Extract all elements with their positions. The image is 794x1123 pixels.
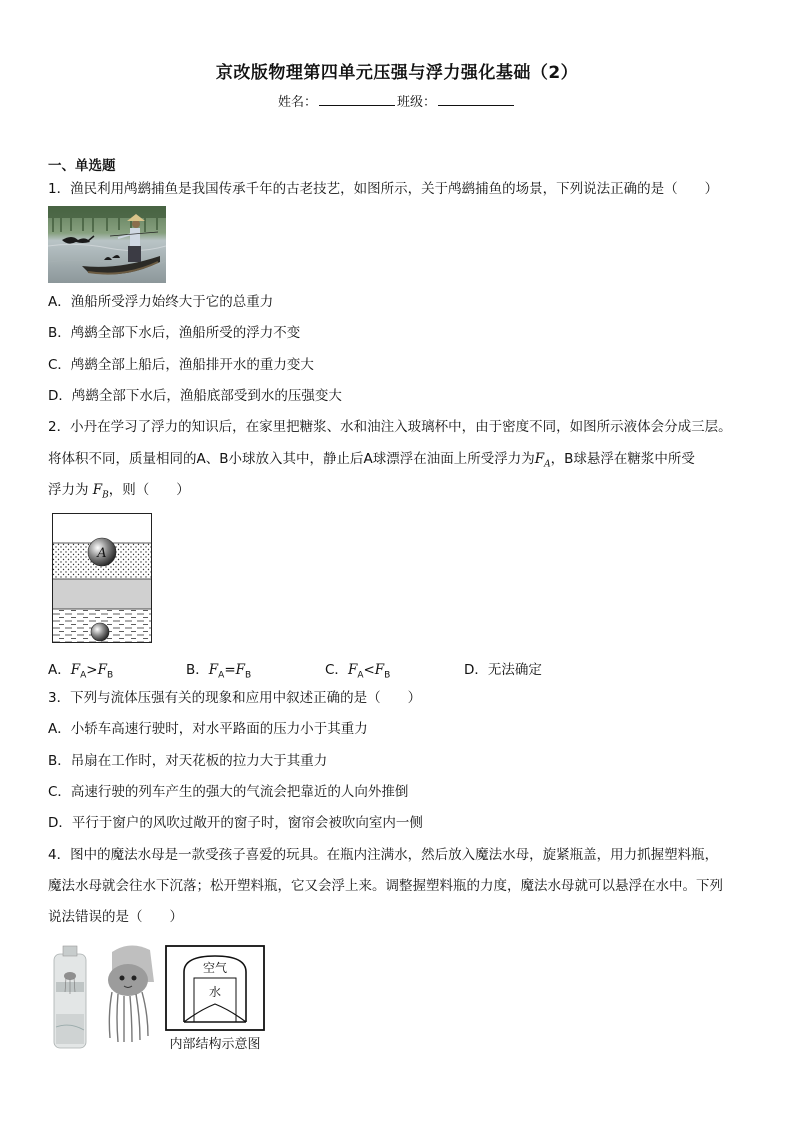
name-label: 姓名：	[277, 95, 317, 110]
q4-stem-line2: 魔法水母就会往水下沉落；松开塑料瓶，它又会浮上来。调整握塑料瓶的力度，魔法水母就可以悬浮在水中。下列	[48, 878, 723, 894]
q1-option-a[interactable]: A．渔船所受浮力始终大于它的总重力	[48, 294, 274, 310]
q2-stem-part-c: 浮力为	[48, 482, 89, 498]
q2-stem-line3	[48, 481, 190, 505]
section-heading: 一、单选题	[48, 158, 116, 174]
cormorant-fishing-photo	[48, 206, 166, 283]
student-info-line	[0, 91, 794, 110]
q2-stem-part-b: B球悬浮在糖浆中所受	[564, 451, 695, 467]
q4-stem-line1: 4．图中的魔法水母是一款受孩子喜爱的玩具。在瓶内注满水，然后放入魔法水母，旋紧瓶盖，用力抓握塑料瓶，	[48, 847, 719, 863]
q2-stem-part-a: 将体积不同，质量相同的A、B小球放入其中，静止后A球漂浮在油面上所受浮力为	[48, 451, 535, 467]
q1-option-d[interactable]: D．鸬鹚全部下水后，渔船底部受到水的压强变大	[48, 388, 342, 404]
q3-option-d[interactable]: D．平行于窗户的风吹过敞开的窗子时，窗帘会被吹向室内一侧	[48, 815, 423, 831]
q2-stem-line2	[48, 450, 695, 474]
class-label: 班级：	[397, 95, 437, 110]
water-label: 水	[208, 985, 222, 999]
three-layer-liquid-diagram	[52, 513, 152, 643]
q2-comma: ，	[550, 451, 565, 467]
q2-symbol-fb: $F_B$	[92, 482, 109, 501]
magic-jellyfish-figure	[50, 942, 275, 1054]
name-blank[interactable]	[319, 94, 395, 106]
q2-option-d[interactable]: D．无法确定	[464, 662, 542, 678]
q2-options	[48, 658, 748, 681]
air-label: 空气	[202, 961, 228, 975]
page-title: 京改版物理第四单元压强与浮力强化基础（2）	[215, 63, 579, 83]
diagram-caption: 内部结构示意图	[169, 1037, 261, 1052]
q2-option-c[interactable]: C．$F_A<F_B$	[325, 662, 391, 681]
ball-a-label: A	[97, 546, 107, 561]
bottle-photo	[54, 946, 86, 1048]
q1-option-c[interactable]: C．鸬鹚全部上船后，渔船排开水的重力变大	[48, 357, 314, 373]
q2-option-a[interactable]: A．$F_A>F_B$	[48, 662, 114, 681]
q1-stem: 1．渔民利用鸬鹚捕鱼是我国传承千年的古老技艺，如图所示，关于鸬鹚捕鱼的场景，下列说法正确的是（ ）	[48, 181, 719, 197]
q2-option-b[interactable]: B．$F_A=F_B$	[186, 662, 252, 681]
q3-option-a[interactable]: A．小轿车高速行驶时，对水平路面的压力小于其重力	[48, 721, 368, 737]
q2-symbol-fa: $F_A$	[534, 451, 551, 470]
q2-stem-part-d: ，则（ ）	[108, 482, 190, 498]
jellyfish-toy-photo	[108, 945, 154, 1042]
internal-structure-diagram	[166, 946, 264, 1052]
q3-option-c[interactable]: C．高速行驶的列车产生的强大的气流会把靠近的人向外推倒	[48, 784, 409, 800]
q4-stem-line3: 说法错误的是（ ）	[48, 909, 183, 925]
q1-option-b[interactable]: B．鸬鹚全部下水后，渔船所受的浮力不变	[48, 325, 301, 341]
q3-stem: 3．下列与流体压强有关的现象和应用中叙述正确的是（ ）	[48, 690, 422, 706]
class-blank[interactable]	[438, 94, 514, 106]
q2-stem-line1: 2．小丹在学习了浮力的知识后，在家里把糖浆、水和油注入玻璃杯中，由于密度不同，如图所示液体会分成三层。	[48, 419, 732, 435]
q3-option-b[interactable]: B．吊扇在工作时，对天花板的拉力大于其重力	[48, 753, 328, 769]
